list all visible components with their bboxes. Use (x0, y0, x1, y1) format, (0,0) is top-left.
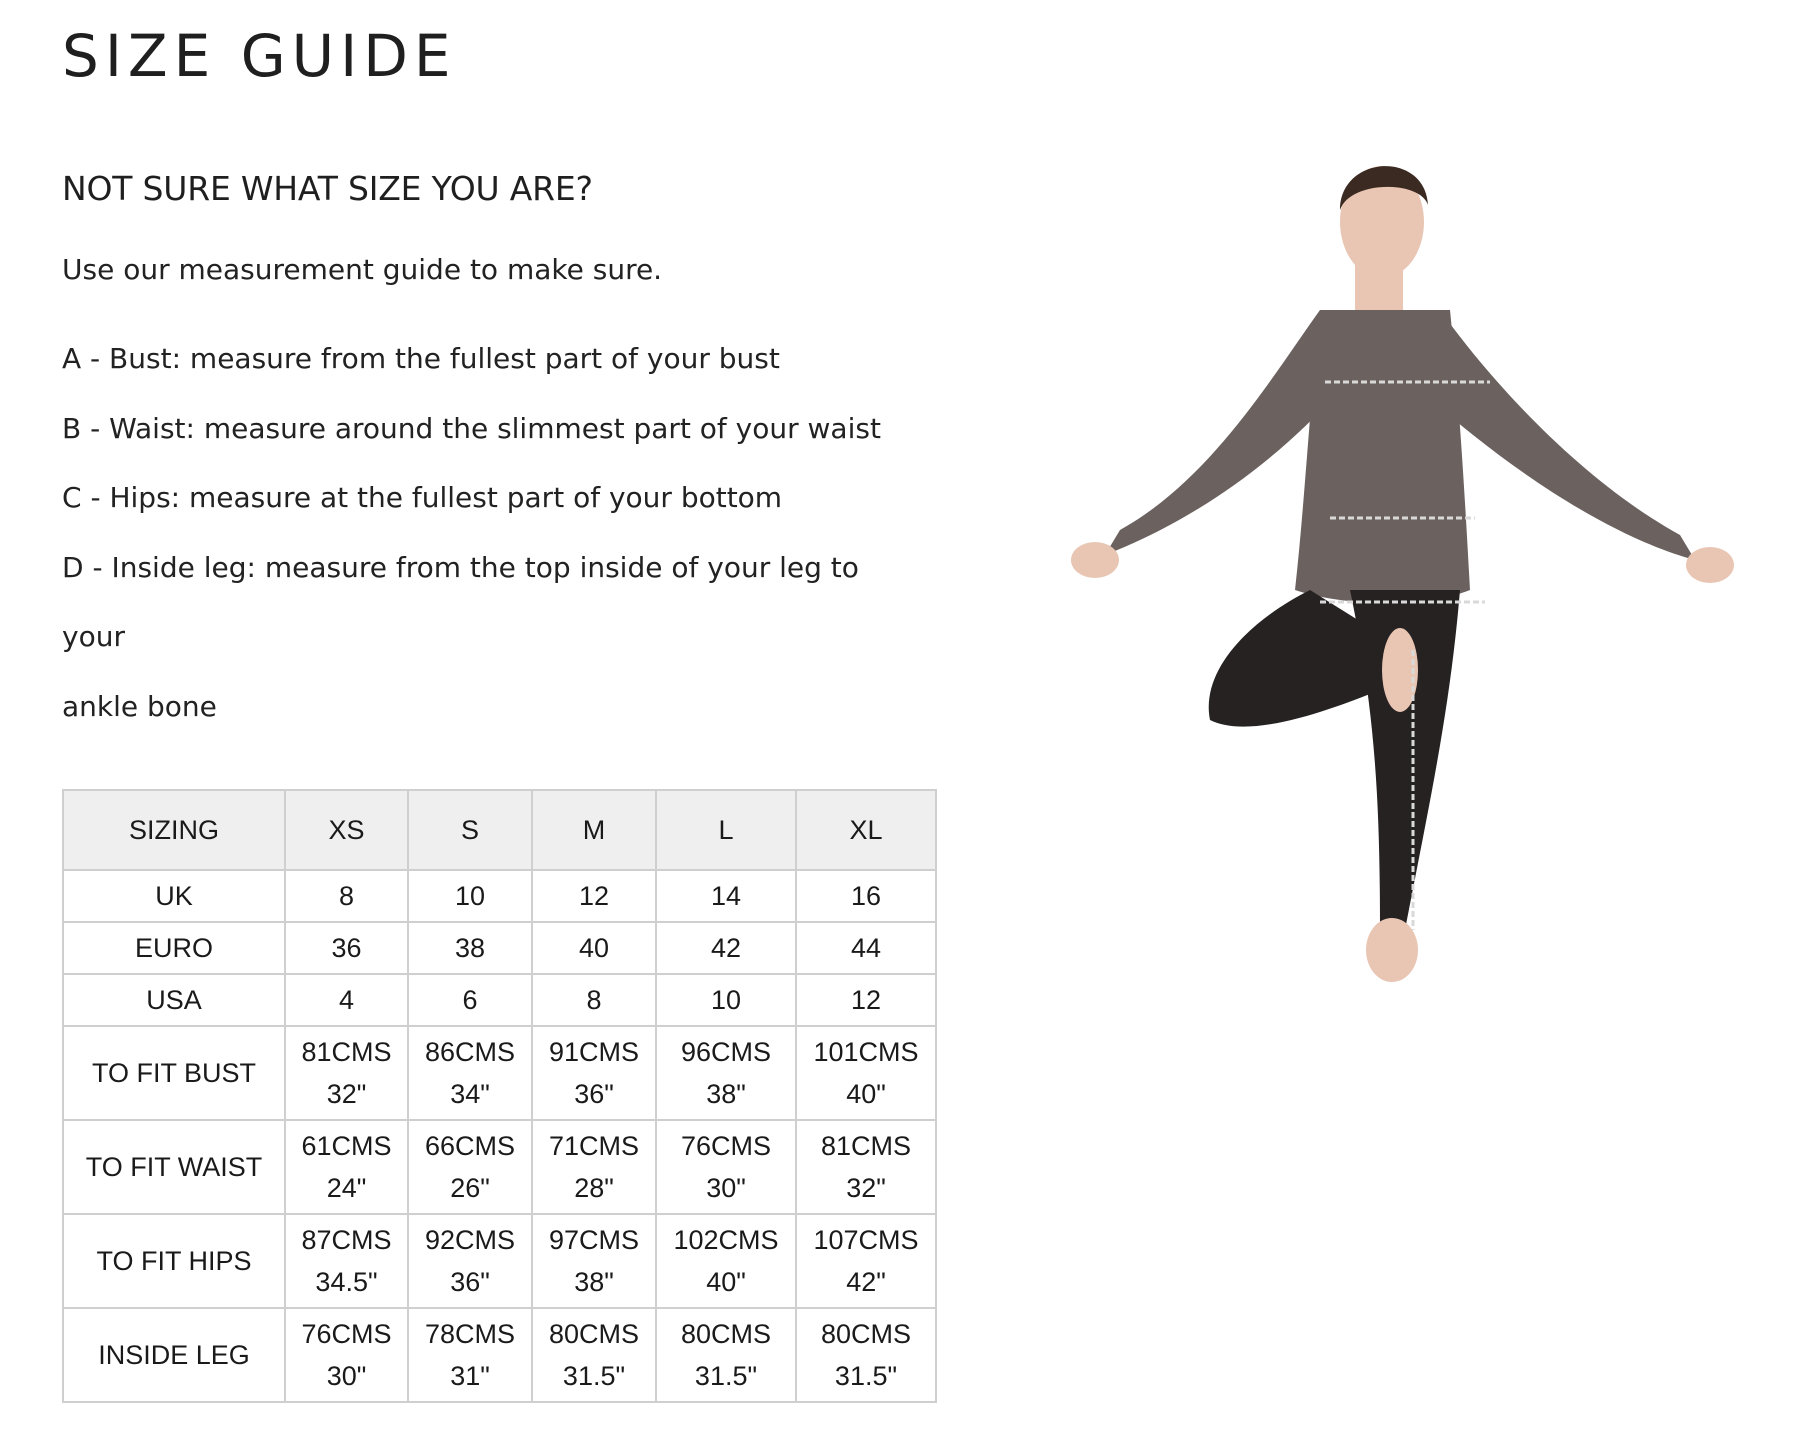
row-label: EURO (63, 922, 285, 974)
header-l: L (656, 790, 796, 870)
table-cell (285, 974, 408, 1026)
page-title: SIZE GUIDE (62, 22, 457, 90)
row-label: TO FIT WAIST (63, 1120, 285, 1214)
cell-line: 87CMS (301, 1225, 392, 1255)
table-cell (796, 1026, 936, 1120)
cell-line: 36" (450, 1267, 490, 1297)
cell-line: 80CMS (548, 1319, 640, 1349)
cell-line: 16 (850, 880, 882, 911)
table-cell (532, 870, 656, 922)
cell-line: 78CMS (424, 1319, 516, 1349)
table-cell (408, 1308, 532, 1402)
table-cell (656, 870, 796, 922)
cell-line: 42 (710, 932, 742, 963)
table-cell (656, 1308, 796, 1402)
table-header-row (63, 790, 936, 870)
header-sizing: SIZING (63, 790, 285, 870)
cell-line: 36 (331, 932, 362, 963)
size-chart-table (62, 789, 937, 1403)
table-cell (656, 974, 796, 1026)
table-cell (796, 974, 936, 1026)
table-row (63, 1214, 936, 1308)
table-cell (285, 1308, 408, 1402)
cell-line: 8 (338, 880, 355, 911)
cell-line: 31" (450, 1361, 490, 1391)
cell-line: 42" (846, 1267, 886, 1297)
table-row (63, 974, 936, 1026)
table-row (63, 1120, 936, 1214)
table-cell (285, 870, 408, 922)
cell-line: 24" (326, 1173, 367, 1203)
table-cell (532, 974, 656, 1026)
table-cell (656, 1026, 796, 1120)
lead-text: Use our measurement guide to make sure. (62, 253, 663, 286)
table-row (63, 1308, 936, 1402)
measurement-hips: C - Hips: measure at the fullest part of your bottom (62, 481, 783, 514)
row-label: TO FIT BUST (63, 1026, 285, 1120)
table-cell (532, 1214, 656, 1308)
row-label: INSIDE LEG (63, 1308, 285, 1402)
cell-line: 10 (710, 984, 742, 1015)
table-cell (285, 1214, 408, 1308)
table-body (63, 870, 936, 1402)
standing-foot (1366, 918, 1418, 982)
model-figure (1020, 150, 1790, 1160)
cell-line: 38" (574, 1267, 614, 1297)
cell-line: 31.5" (694, 1361, 758, 1391)
header-xs: XS (285, 790, 408, 870)
cell-line: 30" (326, 1361, 367, 1391)
table-cell (656, 1214, 796, 1308)
cell-line: 32" (846, 1173, 886, 1203)
cell-line: 10 (454, 880, 486, 911)
measurement-inside-leg-continued: ankle bone (62, 689, 217, 723)
table-cell (532, 1026, 656, 1120)
table-cell (408, 922, 532, 974)
table-cell (285, 1026, 408, 1120)
cell-line: 34.5" (315, 1267, 378, 1297)
cell-line: 38" (706, 1079, 746, 1109)
table-cell (408, 1214, 532, 1308)
cell-line: 38 (454, 932, 486, 963)
table-cell (532, 922, 656, 974)
cell-line: 76CMS (301, 1319, 392, 1349)
cell-line: 36" (574, 1079, 614, 1109)
cell-line: 6 (462, 984, 478, 1015)
measurement-inside-leg: D - Inside leg: measure from the top inside of your leg to your (62, 550, 859, 653)
measurement-waist: B - Waist: measure around the slimmest part of your waist (62, 411, 881, 445)
cell-line: 107CMS (813, 1225, 919, 1255)
table-cell (408, 1120, 532, 1214)
cell-line: 61CMS (301, 1131, 392, 1161)
cell-line: 81CMS (820, 1131, 912, 1161)
measurement-bust: A - Bust: measure from the fullest part of your bust (62, 342, 780, 375)
cell-line: 31.5" (834, 1361, 898, 1391)
table-cell (796, 870, 936, 922)
table-cell (656, 922, 796, 974)
cell-line: 4 (338, 984, 355, 1015)
table-cell (796, 1120, 936, 1214)
cell-line: 102CMS (673, 1225, 779, 1255)
cell-line: 14 (710, 880, 742, 911)
cell-line: 28" (574, 1173, 614, 1203)
table-row (63, 922, 936, 974)
cell-line: 12 (850, 984, 882, 1015)
cell-line: 101CMS (813, 1037, 919, 1067)
intro-section (62, 165, 962, 741)
table-cell (408, 974, 532, 1026)
cell-line: 44 (850, 932, 882, 963)
cell-line: 97CMS (548, 1225, 640, 1255)
cell-line: 71CMS (548, 1131, 640, 1161)
table-cell (285, 922, 408, 974)
table-row (63, 1026, 936, 1120)
table-cell (796, 1308, 936, 1402)
table-cell (532, 1308, 656, 1402)
table-cell (796, 922, 936, 974)
cell-line: 81CMS (301, 1037, 392, 1067)
torso-top (1295, 310, 1470, 603)
cell-line: 40 (578, 932, 610, 963)
measurement-list (62, 324, 962, 741)
header-xl: XL (796, 790, 936, 870)
cell-line: 66CMS (424, 1131, 516, 1161)
cell-line: 76CMS (680, 1131, 772, 1161)
table-cell (796, 1214, 936, 1308)
cell-line: 26" (450, 1173, 490, 1203)
cell-line: 34" (450, 1079, 490, 1109)
cell-line: 40" (706, 1267, 746, 1297)
cell-line: 31.5" (562, 1361, 626, 1391)
cell-line: 80CMS (820, 1319, 912, 1349)
left-hand (1071, 542, 1119, 578)
cell-line: 91CMS (548, 1037, 640, 1067)
cell-line: 12 (578, 880, 610, 911)
right-hand (1686, 547, 1734, 583)
row-label: UK (63, 870, 285, 922)
header-s: S (408, 790, 532, 870)
table-cell (408, 1026, 532, 1120)
section-subtitle: NOT SURE WHAT SIZE YOU ARE? (62, 169, 593, 208)
cell-line: 30" (706, 1173, 746, 1203)
cell-line: 96CMS (680, 1037, 772, 1067)
table-cell (408, 870, 532, 922)
table-row (63, 870, 936, 922)
row-label: TO FIT HIPS (63, 1214, 285, 1308)
row-label: USA (63, 974, 285, 1026)
table-cell (532, 1120, 656, 1214)
table-cell (285, 1120, 408, 1214)
cell-line: 40" (846, 1079, 886, 1109)
model-figure-illustration (1020, 150, 1790, 1160)
cell-line: 92CMS (424, 1225, 516, 1255)
header-m: M (532, 790, 656, 870)
table-cell (656, 1120, 796, 1214)
cell-line: 8 (586, 984, 602, 1015)
cell-line: 86CMS (424, 1037, 516, 1067)
cell-line: 32" (326, 1079, 367, 1109)
cell-line: 80CMS (680, 1319, 772, 1349)
